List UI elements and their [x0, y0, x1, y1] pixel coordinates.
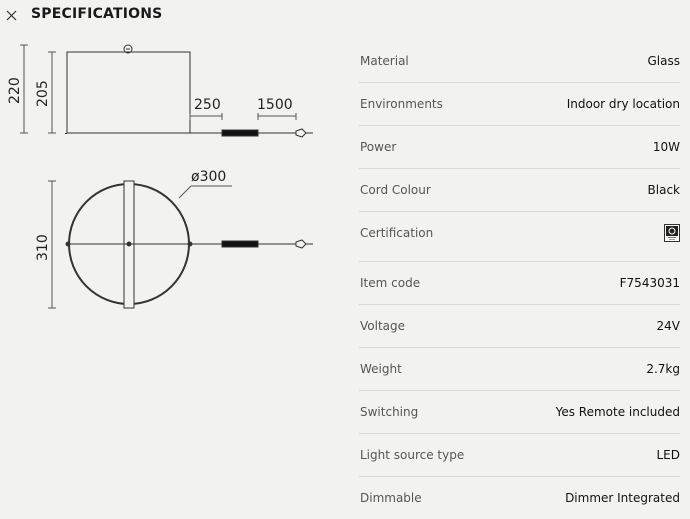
dim-cord-length: 1500	[257, 97, 293, 113]
spec-value: F7543031	[619, 276, 680, 290]
spec-row-item-code	[359, 262, 680, 305]
spec-label: Material	[360, 54, 409, 68]
spec-value: Indoor dry location	[566, 97, 680, 111]
spec-value: Yes Remote included	[555, 405, 680, 419]
page-title: SPECIFICATIONS	[31, 6, 163, 22]
close-button[interactable]	[4, 7, 18, 23]
dimension-drawing	[0, 34, 340, 324]
spec-row-switching	[359, 391, 680, 434]
spec-value: Glass	[647, 54, 680, 68]
spec-value: LED	[656, 448, 680, 462]
spec-value: 2.7kg	[646, 362, 680, 376]
front-view	[48, 181, 313, 308]
spec-row-material	[359, 40, 680, 83]
dim-height-body: 205	[35, 80, 51, 107]
dim-diameter: ø300	[191, 169, 227, 185]
spec-label: Switching	[360, 405, 419, 419]
header	[0, 0, 690, 32]
spec-label: Power	[360, 140, 397, 154]
spec-label: Cord Colour	[360, 183, 431, 197]
spec-value: 24V	[656, 319, 680, 333]
spec-row-dimmable	[359, 477, 680, 519]
spec-label: Environments	[360, 97, 443, 111]
spec-label: Dimmable	[360, 491, 422, 505]
spec-row-certification	[359, 212, 680, 262]
spec-label: Item code	[360, 276, 421, 290]
spec-value: Dimmer Integrated	[565, 491, 680, 505]
side-view	[20, 45, 313, 137]
spec-label: Light source type	[360, 448, 465, 462]
spec-row-power	[359, 126, 680, 169]
spec-label: Voltage	[360, 319, 406, 333]
spec-value: Black	[647, 183, 680, 197]
spec-row-cord-colour	[359, 169, 680, 212]
close-icon	[6, 10, 17, 21]
spec-label: Weight	[360, 362, 402, 376]
spec-label: Certification	[360, 226, 434, 240]
certification-badge-icon	[664, 224, 680, 242]
spec-row-weight	[359, 348, 680, 391]
dim-cord-offset: 250	[194, 97, 221, 113]
dim-height-total: 220	[7, 77, 23, 104]
dim-height-front: 310	[35, 234, 51, 261]
spec-row-environments	[359, 83, 680, 126]
specifications-table	[359, 40, 680, 519]
spec-value: 10W	[652, 140, 680, 154]
spec-row-light-source-type	[359, 434, 680, 477]
spec-row-voltage	[359, 305, 680, 348]
